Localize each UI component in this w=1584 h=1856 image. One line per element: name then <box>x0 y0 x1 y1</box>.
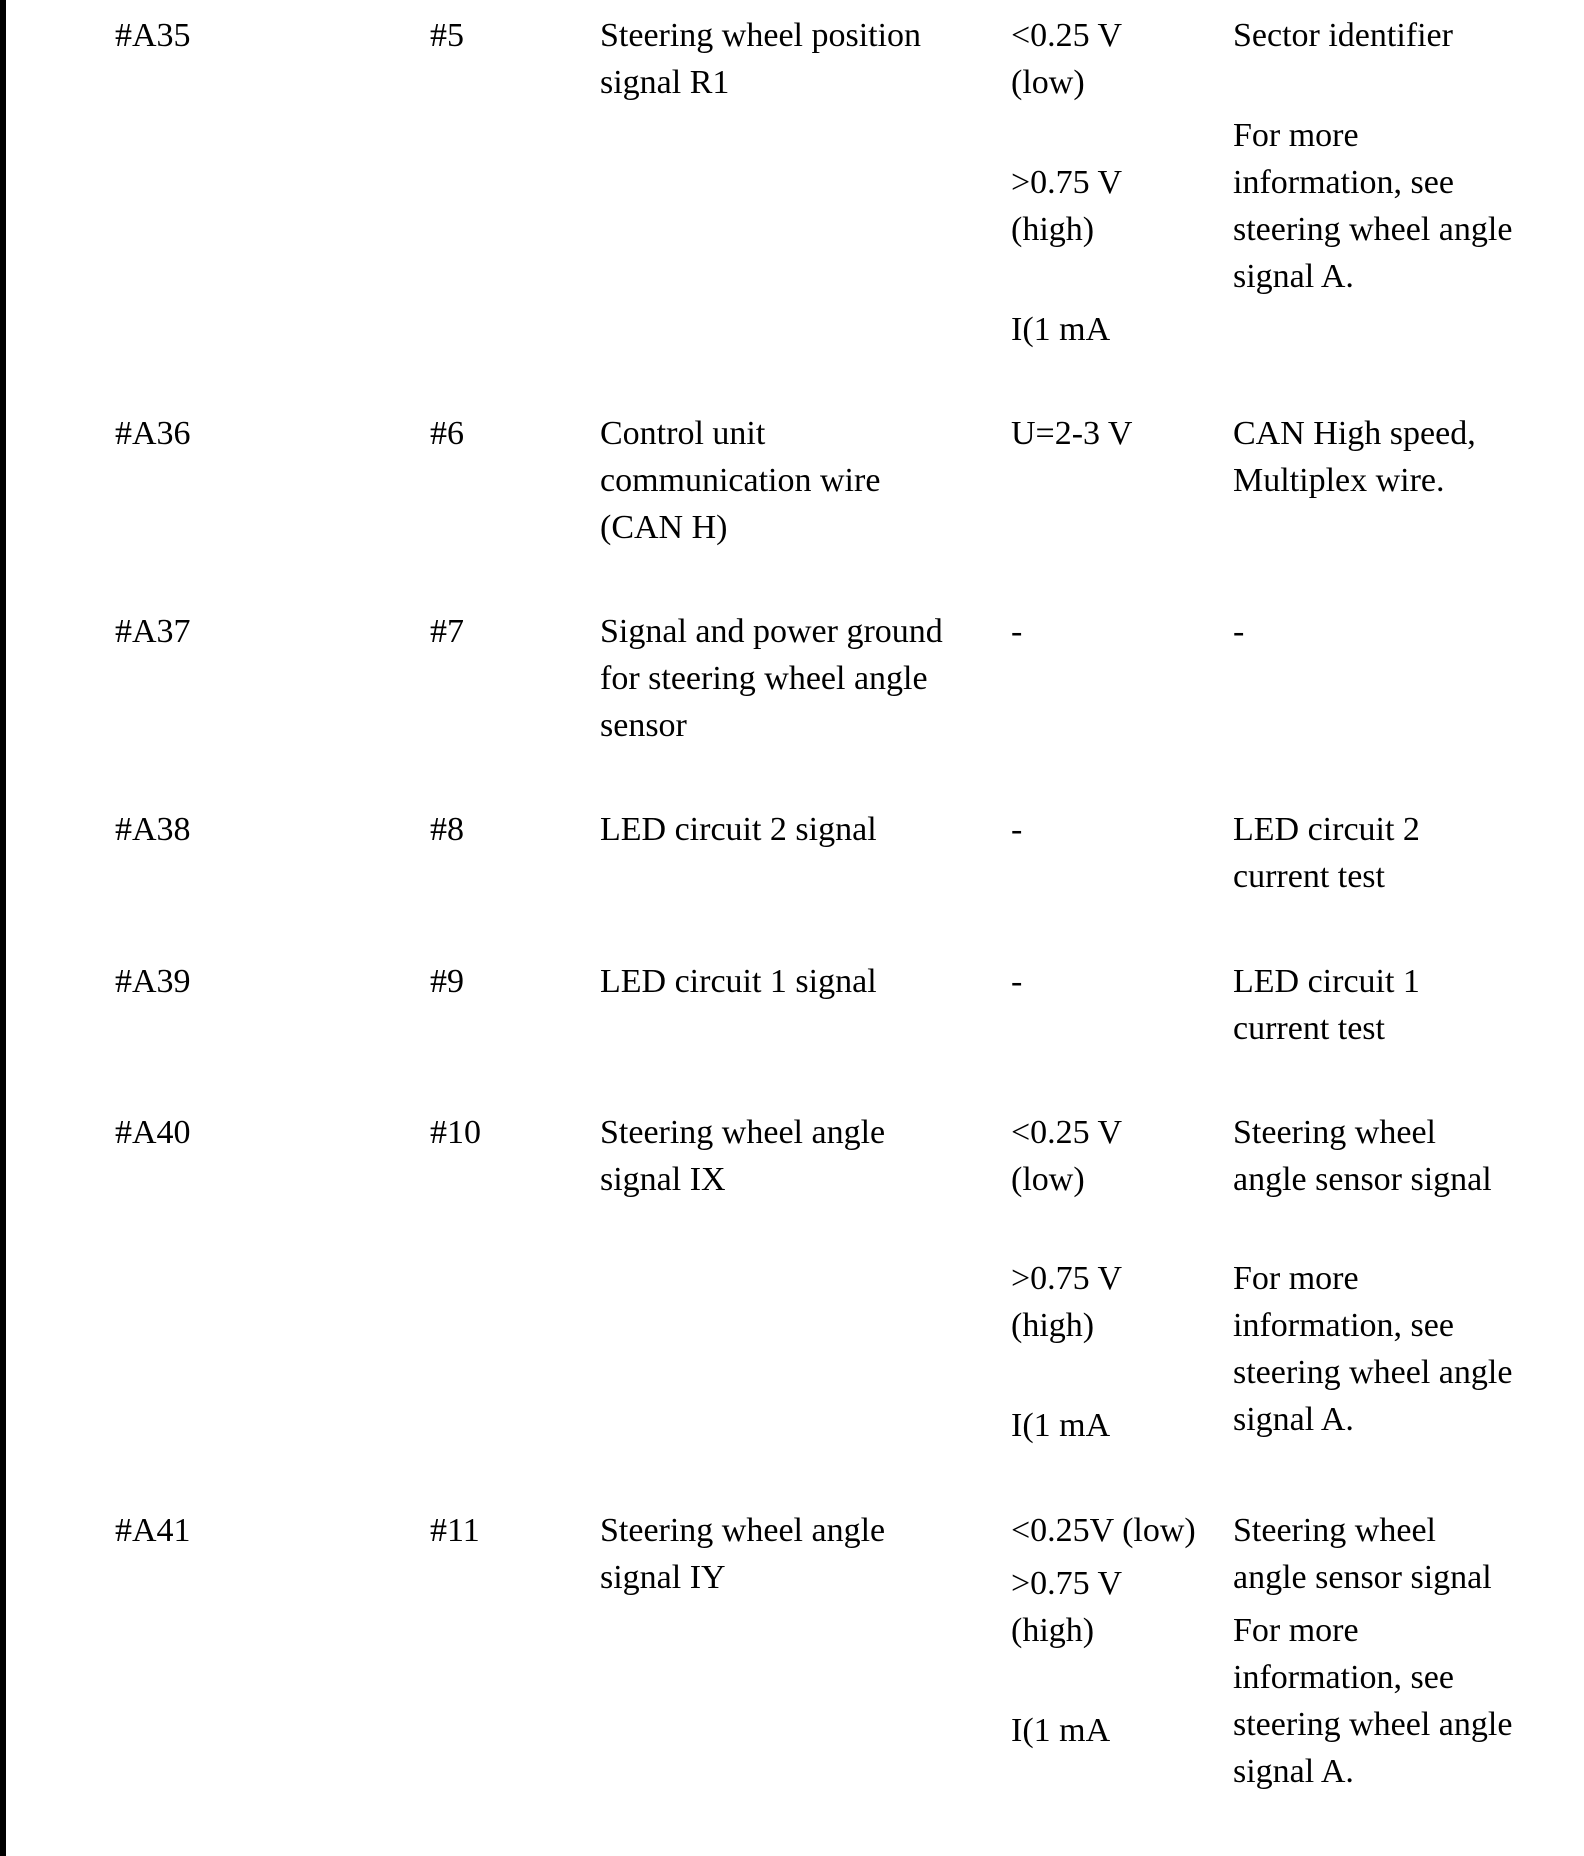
description-cell: Steering wheel angle signal IY <box>600 1512 886 1596</box>
note-cell: Sector identifier <box>1233 17 1453 54</box>
note-cell: For more information, see steering wheel angle signal A. <box>1233 117 1513 295</box>
sensor-pin-cell: #9 <box>430 963 464 1000</box>
ecu-pin-cell: #A40 <box>115 1114 191 1151</box>
value-cell: <0.25 V (low) <box>1011 1114 1123 1198</box>
note-cell: CAN High speed, Multiplex wire. <box>1233 415 1476 499</box>
sensor-pin-cell: #8 <box>430 811 464 848</box>
description-cell: Steering wheel position signal R1 <box>600 17 922 101</box>
sensor-pin-cell: #7 <box>430 613 464 650</box>
description-cell: Steering wheel angle signal IX <box>600 1114 886 1198</box>
left-border-rule <box>0 0 6 1856</box>
ecu-pin-cell: #A35 <box>115 17 191 54</box>
description-cell: Control unit communication wire (CAN H) <box>600 415 881 546</box>
value-cell: >0.75 V (high) <box>1011 1565 1123 1649</box>
note-cell: Steering wheel angle sensor signal <box>1233 1512 1492 1596</box>
value-cell: I(1 mA <box>1011 1407 1111 1444</box>
sensor-pin-cell: #5 <box>430 17 464 54</box>
value-cell: >0.75 V (high) <box>1011 164 1123 248</box>
value-cell: U=2-3 V <box>1011 415 1133 452</box>
note-cell: For more information, see steering wheel angle signal A. <box>1233 1260 1513 1438</box>
value-cell: <0.25V (low) <box>1011 1512 1196 1549</box>
note-cell: Steering wheel angle sensor signal <box>1233 1114 1492 1198</box>
ecu-pin-cell: #A38 <box>115 811 191 848</box>
ecu-pin-cell: #A37 <box>115 613 191 650</box>
sensor-pin-cell: #11 <box>430 1512 480 1549</box>
ecu-pin-cell: #A39 <box>115 963 191 1000</box>
value-cell: - <box>1011 963 1023 1000</box>
note-cell: LED circuit 2 current test <box>1233 811 1420 895</box>
value-cell: >0.75 V (high) <box>1011 1260 1123 1344</box>
sensor-pin-cell: #6 <box>430 415 464 452</box>
ecu-pin-cell: #A41 <box>115 1512 191 1549</box>
value-cell: - <box>1011 613 1023 650</box>
note-cell: LED circuit 1 current test <box>1233 963 1420 1047</box>
description-cell: LED circuit 2 signal <box>600 811 877 848</box>
ecu-pin-cell: #A36 <box>115 415 191 452</box>
value-cell: I(1 mA <box>1011 311 1111 348</box>
note-cell: - <box>1233 613 1245 650</box>
sensor-pin-cell: #10 <box>430 1114 481 1151</box>
description-cell: Signal and power ground for steering wheel angle sensor <box>600 613 943 744</box>
note-cell: For more information, see steering wheel angle signal A. <box>1233 1612 1513 1790</box>
value-cell: - <box>1011 811 1023 848</box>
description-cell: LED circuit 1 signal <box>600 963 877 1000</box>
value-cell: I(1 mA <box>1011 1712 1111 1749</box>
value-cell: <0.25 V (low) <box>1011 17 1123 101</box>
